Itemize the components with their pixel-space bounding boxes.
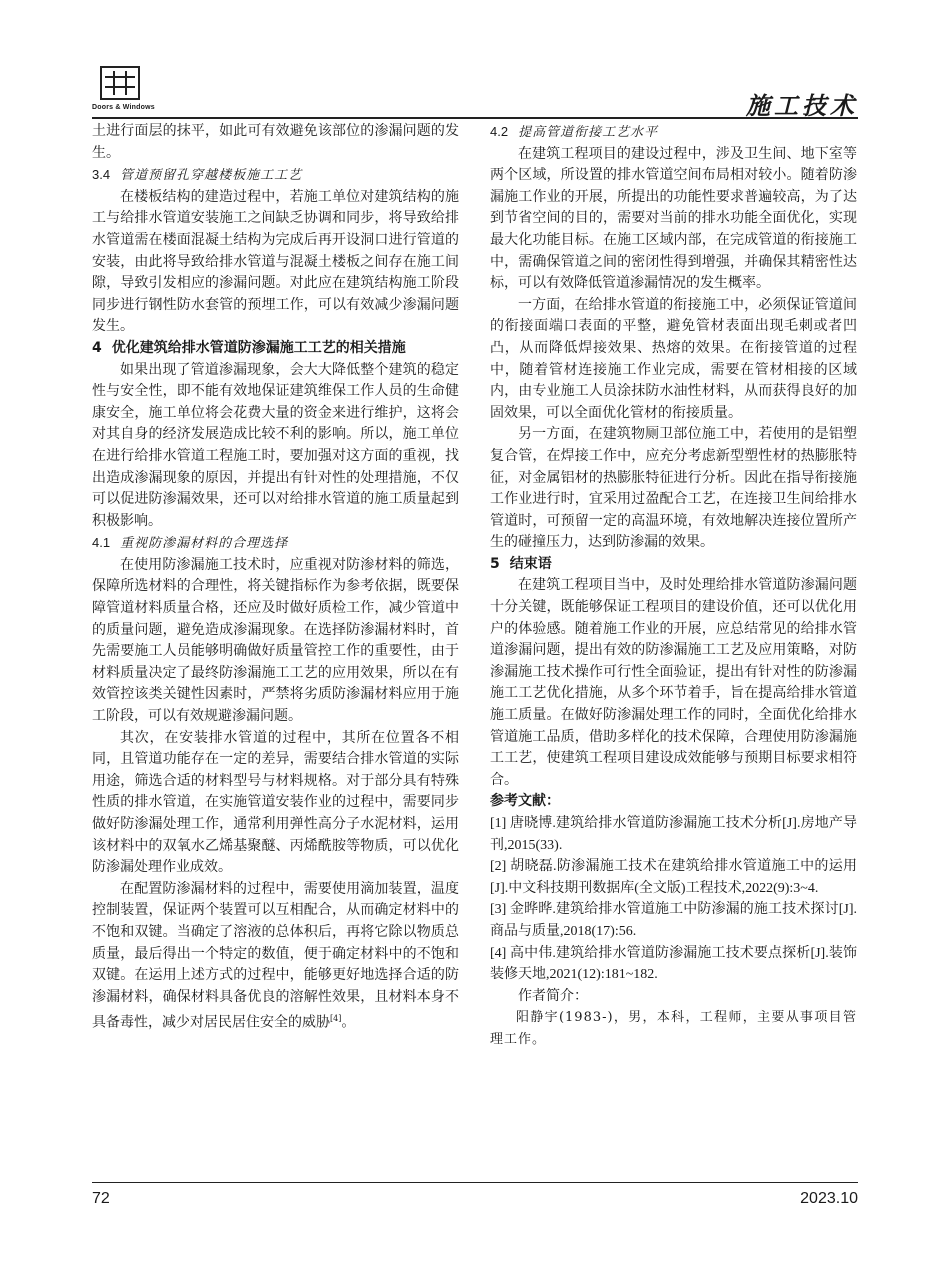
paragraph: 一方面，在给排水管道的衔接施工中，必须保证管道间的衔接面端口表面的平整，避免管材表面出现毛刺或者凹凸，从而降低焊接效果、热熔的效果。在衔接管道的过程中，随着管材连接施工作业完成，需要在管材相接的区域内，由专业施工人员涂抹防水油性材料，从而获得良好的加固效果，可以全面优化管材的衔接质量。	[490, 296, 857, 421]
paragraph: 在使用防渗漏施工技术时，应重视对防渗材料的筛选，保障所选材料的合理性，将关键指标作为参考依据，既要保障管道材料质量合格，还应及时做好质检工作，减少管道中的质量问题，避免造成渗漏现象。在选择防渗漏材料时，首先需要施工人员能够明确做好质量管控工作的重要性，由于材料质量决定了最终防渗漏施工工艺的应用效果，所以在有效管控该类关键性因素时，严禁将劣质防渗漏材料应用于施工阶段，可以有效规避渗漏问题。	[92, 556, 459, 725]
header-divider	[92, 117, 858, 119]
paragraph: 其次，在安装排水管道的过程中，其所在位置各不相同，且管道功能存在一定的差异，需要结合排水管道的实际用途，筛选合适的材料型号与材料规格。对于部分具有特殊性质的排水管道，在实施管道安装作业的过程中，需要同步做好防渗漏处理工作，通常利用弹性高分子水泥材料，运用该材料中的双氧水乙烯基聚醚、丙烯酰胺等物质，可以优化防渗漏处理作业成效。	[92, 729, 459, 876]
reference-item: [1] 唐晓博.建筑给排水管道防渗漏施工技术分析[J].房地产导刊,2015(33).	[490, 816, 857, 853]
paragraph: 在建筑工程项目当中，及时处理给排水管道防渗漏问题十分关键，既能够保证工程项目的建设价值，还可以优化用户的体验感。随着施工作业的开展，应总结常见的给排水管道渗漏问题，提出有效的防渗漏施工工艺及应用策略，对防渗漏施工技术操作可行性全面验证，提出有针对性的防渗漏施工工艺优化措施，从多个环节着手，旨在提高给排水管道施工质量。在做好防渗漏处理工作的同时，全面优化给排水管道施工品质，借助多样化的技术保障，合理使用防渗漏施工工艺，使建筑工程项目建设成效能够与预期目标要求相符合。	[490, 577, 857, 788]
issue-date: 2023.10	[800, 1190, 858, 1207]
paragraph: 在建筑工程项目的建设过程中，涉及卫生间、地下室等两个区域，所设置的排水管道空间布局相对较小。随着防渗漏施工作业的开展，所提出的功能性要求普遍较高，为了达到节省空间的目的，需要对当前的排水功能全面优化，实现最大化功能目标。在施工区域内部，在完成管道的衔接施工中，需确保管道之间的密闭性得到增强，并确保其精密性达标，可以有效降低管道渗漏情况的发生概率。	[490, 145, 857, 292]
reference-item: [4] 高中伟.建筑给排水管道防渗漏施工技术要点探析[J].装饰装修天地,2021(12):181~182.	[490, 945, 857, 983]
paragraph: 另一方面，在建筑物厕卫部位施工中，若使用的是铝塑复合管，在焊接工作中，应充分考虑新型塑性材的热膨胀特征，对金属铝材的热膨胀特征进行分析。因此在指导衔接施工作业进行时，宜采用过盈配合工艺，在连接卫生间给排水管道时，可预留一定的高温环境，有效地解决连接位置所产生的碰撞压力，达到防渗漏的效果。	[490, 426, 857, 551]
section-heading-5: 5 结束语	[490, 555, 552, 572]
citation: [4]	[330, 1014, 342, 1024]
window-logo-icon	[100, 66, 140, 100]
section-heading-4-2: 4.2 提高管道衔接工艺水平	[490, 124, 659, 140]
paragraph: 土进行面层的抹平，如此可有效避免该部位的渗漏问题的发生。	[92, 123, 459, 161]
reference-item: [3] 金晔晔.建筑给排水管道施工中防渗漏的施工技术探讨[J].商品与质量,2018(17):56.	[490, 902, 857, 939]
section-heading-4: 4 优化建筑给排水管道防渗漏施工工艺的相关措施	[92, 339, 406, 356]
paragraph: 如果出现了管道渗漏现象，会大大降低整个建筑的稳定性与安全性，即不能有效地保证建筑维保工作人员的生命健康安全，施工单位将会花费大量的资金来进行维护，这将会对其自身的经济发展造成比较不利的影响。所以，施工单位在进行给排水管道工程施工时，要加强对这方面的重视，找出造成渗漏现象的原因，并提出有针对性的处理措施，不仅可以促进防渗漏效果，还可以对给排水管道的施工质量起到积极影响。	[92, 361, 459, 529]
journal-logo	[92, 66, 172, 116]
left-column	[92, 121, 459, 1035]
page-number: 72	[92, 1190, 110, 1207]
reference-item: [2] 胡晓磊.防渗漏施工技术在建筑给排水管道施工中的运用[J].中文科技期刊数据库(全文版)工程技术,2022(9):3~4.	[490, 859, 857, 896]
paragraph: 在楼板结构的建造过程中，若施工单位对建筑结构的施工与给排水管道安装施工之间缺乏协调和同步，将导致给排水管道需在楼面混凝土结构为完成后再开设洞口进行管道的安装，由此将导致给排水管道与混凝土楼板之间存在施工间隙，导致引发相应的渗漏问题。对此应在建筑结构施工阶段同步进行钢性防水套管的预埋工作，可以有效减少渗漏问题发生。	[92, 188, 459, 335]
paragraph: 在配置防渗漏材料的过程中，需要使用滴加装置，温度控制装置，保证两个装置可以互相配合，从而确定材料中的不饱和双键。当确定了溶液的总体积后，再将它除以物质总质量，最后得出一个特定的数值，便于确定材料中的不饱和双键。在运用上述方式的过程中，能够更好地选择合适的防渗漏材料，确保材料具备优良的溶解性效果，且材料本身不具备毒性，减少对居民居住安全的威胁[4]。	[92, 880, 459, 1031]
section-heading-3-4: 3.4 管道预留孔穿越楼板施工工艺	[92, 167, 303, 184]
footer-divider	[92, 1182, 858, 1183]
author-bio: 阳静宇(1983-)，男，本科，工程师，主要从事项目管理工作。	[490, 1010, 857, 1047]
author-bio-label: 作者简介：	[518, 987, 588, 1004]
section-header-title: 施工技术	[746, 91, 858, 120]
section-heading-4-1: 4.1 重视防渗漏材料的合理选择	[92, 535, 289, 552]
logo-text: Doors & Windows	[92, 104, 155, 111]
right-column	[490, 121, 857, 1051]
references-heading: 参考文献：	[490, 793, 560, 810]
